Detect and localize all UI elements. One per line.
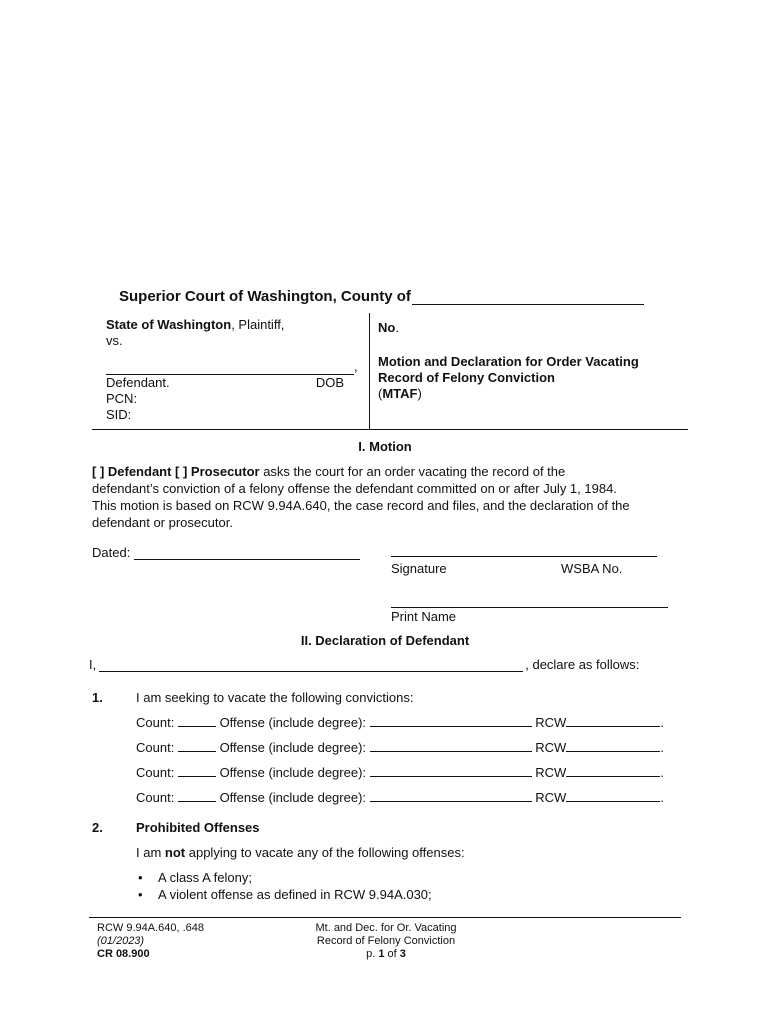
declarant-row [89,657,689,672]
page-prefix: p. [366,948,379,960]
case-caption-parties [106,317,358,423]
case-caption-title [378,320,678,402]
party-checkboxes[interactable]: [ ] Defendant [ ] Prosecutor [92,464,260,479]
defendant-label: Defendant. [106,375,170,390]
footer-rcw: RCW 9.94A.640, .648 [97,922,205,934]
offense-label: Offense (include degree): [219,740,367,755]
defendant-row [106,375,358,391]
item-1-number: 1. [92,690,103,705]
county-field[interactable] [412,290,644,305]
count-field[interactable] [178,738,216,752]
item-2-number: 2. [92,820,103,835]
list-item [138,869,432,886]
conviction-row [136,788,664,813]
row-end: . [660,765,664,780]
offense-label: Offense (include degree): [219,765,367,780]
footer-title-line2: Record of Felony Conviction [316,935,456,947]
footer-title-line1: Mt. and Dec. for Or. Vacating [315,922,457,934]
item-1-text: I am seeking to vacate the following convictions: [136,690,414,705]
dob-label: DOB [315,375,344,390]
count-field[interactable] [178,788,216,802]
rcw-label: RCW [535,790,567,805]
declarant-suffix: , declare as follows: [525,657,640,672]
dated-field[interactable] [134,545,360,560]
footer-date: (01/2023) [97,935,145,947]
item-2-text-pre: I am [136,845,165,860]
conviction-row [136,713,664,738]
row-end: . [660,790,664,805]
rcw-label: RCW [535,765,567,780]
offense-field[interactable] [370,788,532,802]
bullet-icon: • [138,887,143,902]
motion-line-2: defendant’s conviction of a felony offense the defendant committed on or after July 1, 1984. [92,481,617,496]
defendant-name-field[interactable] [106,361,354,375]
count-field[interactable] [178,713,216,727]
rcw-label: RCW [535,715,567,730]
row-end: . [660,715,664,730]
signature-label: Signature [391,561,447,576]
count-label: Count: [136,790,175,805]
rcw-field[interactable] [566,738,660,752]
print-name-label: Print Name [391,609,457,624]
offense-field[interactable] [370,763,532,777]
form-code-text: MTAF [382,386,418,401]
sid-label: SID: [106,407,132,422]
item-2-title: Prohibited Offenses [136,820,260,835]
motion-title-line2: Record of Felony Conviction [378,370,555,385]
offense-field[interactable] [370,713,532,727]
form-code-close: ) [417,386,422,401]
page-number [300,948,472,961]
item-2-text-emphasis: not [164,845,186,860]
defendant-comma: , [354,359,358,374]
prohibited-offenses-list [138,869,432,903]
dated-label: Dated: [92,545,131,560]
print-name-field[interactable] [391,607,668,608]
court-title-text: Superior Court of Washington, County of [119,288,411,305]
declarant-name-field[interactable] [99,657,523,672]
page-current: 1 [378,948,385,960]
motion-line-3: This motion is based on RCW 9.94A.640, the case record and files, and the declaration of the [92,498,630,513]
form-code-open: ( [378,386,383,401]
case-number-suffix: . [395,320,399,335]
page-of: of [384,948,400,960]
motion-paragraph [92,463,692,531]
row-end: . [660,740,664,755]
wsba-label: WSBA No. [561,561,623,576]
rcw-field[interactable] [566,713,660,727]
item-2-text [136,845,465,860]
rcw-field[interactable] [566,788,660,802]
rcw-label: RCW [535,740,567,755]
plaintiff-name: State of Washington [106,317,232,332]
count-field[interactable] [178,763,216,777]
offense-label: Offense (include degree): [219,715,367,730]
list-item-text: A violent offense as defined in RCW 9.94A.030; [158,887,432,902]
bullet-icon: • [138,870,143,885]
caption-divider [369,313,370,429]
rcw-field[interactable] [566,763,660,777]
dated-row [92,545,360,560]
footer-rule [89,917,681,918]
case-number-label: No [378,320,396,335]
plaintiff-suffix: , Plaintiff, [231,317,285,332]
form-code [378,386,678,402]
conviction-row [136,738,664,763]
pcn-label: PCN: [106,391,138,406]
count-label: Count: [136,740,175,755]
page-total: 3 [399,948,406,960]
signature-field[interactable] [391,556,657,557]
motion-title-line1: Motion and Declaration for Order Vacating [378,354,639,369]
count-label: Count: [136,765,175,780]
count-label: Count: [136,715,175,730]
offense-label: Offense (include degree): [219,790,367,805]
motion-line-1-text: asks the court for an order vacating the record of the [259,464,566,479]
list-item [138,886,432,903]
item-2-text-post: applying to vacate any of the following offenses: [185,845,465,860]
court-title [119,288,644,305]
declarant-prefix: I, [89,657,97,672]
vs-label: vs. [106,333,123,348]
section-title-motion: I. Motion [358,439,412,454]
conviction-row [136,763,664,788]
footer-center [300,922,472,961]
case-number-line [378,320,678,336]
motion-line-4: defendant or prosecutor. [92,515,233,530]
caption-bottom-rule [92,429,688,430]
motion-line-1 [92,463,692,480]
footer-left [97,922,204,961]
list-item-text: A class A felony; [158,870,252,885]
section-title-declaration: II. Declaration of Defendant [300,633,470,648]
convictions-list [136,713,664,813]
plaintiff-line [106,317,358,333]
offense-field[interactable] [370,738,532,752]
footer-form-number: CR 08.900 [97,948,150,960]
